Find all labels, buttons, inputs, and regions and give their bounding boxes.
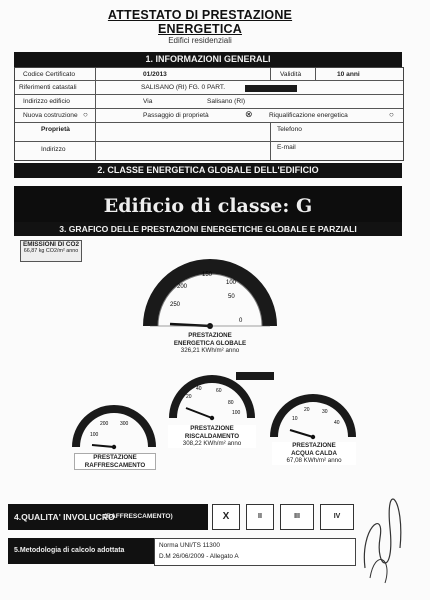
center-tick-100: 100 <box>232 410 241 416</box>
right-tick-30: 30 <box>322 409 328 415</box>
methodology-box <box>154 538 356 566</box>
right-gauge-label-line1: PRESTAZIONE <box>292 442 336 449</box>
main-tick-150: 150 <box>202 272 213 278</box>
passaggio-label: Passaggio di proprietà <box>143 112 209 119</box>
center-gauge-label <box>168 425 256 448</box>
center-tick-20: 20 <box>186 394 192 400</box>
quality-box-3: III <box>280 504 314 530</box>
left-gauge-label <box>74 453 156 470</box>
main-tick-50: 50 <box>228 294 235 300</box>
left-gauge <box>72 405 156 449</box>
validita-label: Validità <box>280 71 302 78</box>
quality-box-1: X <box>212 504 240 530</box>
left-tick-100: 100 <box>90 432 99 438</box>
methodology-line2: D.M 26/06/2009 - Allegato A <box>159 553 239 560</box>
main-tick-250: 250 <box>170 302 181 308</box>
codice-label: Codice Certificato <box>23 71 76 78</box>
passaggio-radio-checked: ⊗ <box>245 109 253 119</box>
section-2-header: 2. CLASSE ENERGETICA GLOBALE DELL'EDIFICIO <box>14 163 402 178</box>
indirizzo-via: Via <box>143 98 153 105</box>
center-tick-60: 60 <box>216 388 222 394</box>
telefono-label: Telefono <box>277 126 302 133</box>
right-tick-10: 10 <box>292 416 298 422</box>
riqualificazione-label: Riqualificazione energetica <box>269 112 348 119</box>
energy-class-banner: Edificio di classe: G <box>14 186 402 224</box>
indirizzo-comune: Salisano (RI) <box>207 98 246 105</box>
codice-value: 01/2013 <box>143 71 167 78</box>
center-gauge <box>169 375 255 420</box>
proprieta-label: Proprietà <box>41 126 70 133</box>
indirizzo-proprieta-label: Indirizzo <box>41 146 66 153</box>
document-subtitle: Edifici residenziali <box>168 36 232 45</box>
left-gauge-label-line2: RAFFRESCAMENTO <box>84 461 146 469</box>
main-gauge-label-line1: PRESTAZIONE <box>188 332 232 339</box>
left-gauge-label-line1: PRESTAZIONE <box>93 454 137 461</box>
main-gauge-label-line2: ENERGETICA GLOBALE <box>173 339 247 347</box>
section-4-subtitle: (RAFFRESCAMENTO) <box>104 513 173 520</box>
section-4-header <box>8 504 208 530</box>
right-tick-40: 40 <box>334 420 340 426</box>
right-gauge-label-line2: ACQUA CALDA <box>291 449 337 457</box>
quality-box-4: IV <box>320 504 354 530</box>
main-gauge <box>143 259 277 329</box>
scanner-mark <box>236 372 274 380</box>
emissions-value: 66,87 kg CO2/m² anno <box>23 248 79 254</box>
center-tick-40: 40 <box>196 386 202 392</box>
riferimenti-label: Riferimenti catastali <box>19 84 77 91</box>
main-gauge-value: 326,21 KWh/m² anno <box>180 347 240 354</box>
email-label: E-mail <box>277 144 296 151</box>
section-1-header: 1. INFORMAZIONI GENERALI <box>14 52 402 67</box>
riqualificazione-radio: ○ <box>389 110 394 119</box>
quality-box-2: II <box>246 504 274 530</box>
center-gauge-label-line1: PRESTAZIONE <box>190 425 234 432</box>
main-tick-200: 200 <box>177 284 188 290</box>
validita-value: 10 anni <box>337 71 360 78</box>
right-gauge-label <box>272 442 356 465</box>
methodology-line1: Norma UNI/TS 11300 <box>159 542 220 549</box>
main-tick-100: 100 <box>226 280 237 286</box>
handwritten-signature <box>355 488 415 588</box>
center-tick-80: 80 <box>228 400 234 406</box>
riferimenti-value: SALISANO (RI) FG. 0 PART. <box>141 84 226 91</box>
section-4-title: 4.QUALITA' INVOLUCRO <box>14 512 115 522</box>
center-gauge-value: 308,22 KWh/m² anno <box>182 440 242 447</box>
center-gauge-label-line2: RISCALDAMENTO <box>184 432 240 440</box>
main-tick-0: 0 <box>239 318 243 324</box>
redaction-block <box>245 85 297 92</box>
section-3-header: 3. GRAFICO DELLE PRESTAZIONI ENERGETICHE GLOBALE E PARZIALI <box>14 222 402 236</box>
indirizzo-label: Indirizzo edificio <box>23 98 70 105</box>
document-title: ATTESTATO DI PRESTAZIONE ENERGETICA <box>107 8 293 36</box>
left-tick-300: 300 <box>120 421 129 427</box>
emissions-label: EMISSIONI DI CO2 <box>22 241 80 248</box>
nuova-costruzione-radio: ○ <box>83 110 88 119</box>
right-gauge <box>270 394 356 439</box>
left-tick-200: 200 <box>100 421 109 427</box>
right-tick-20: 20 <box>304 407 310 413</box>
section-5-title: 5.Metodologia di calcolo adottata <box>14 547 125 554</box>
general-info-table <box>14 67 404 161</box>
nuova-costruzione-label: Nuova costruzione <box>23 112 78 119</box>
section-5-header <box>8 538 154 564</box>
main-gauge-label <box>160 332 260 355</box>
document-title-block <box>70 8 330 45</box>
right-gauge-value: 67,08 KWh/m² anno <box>286 457 342 464</box>
